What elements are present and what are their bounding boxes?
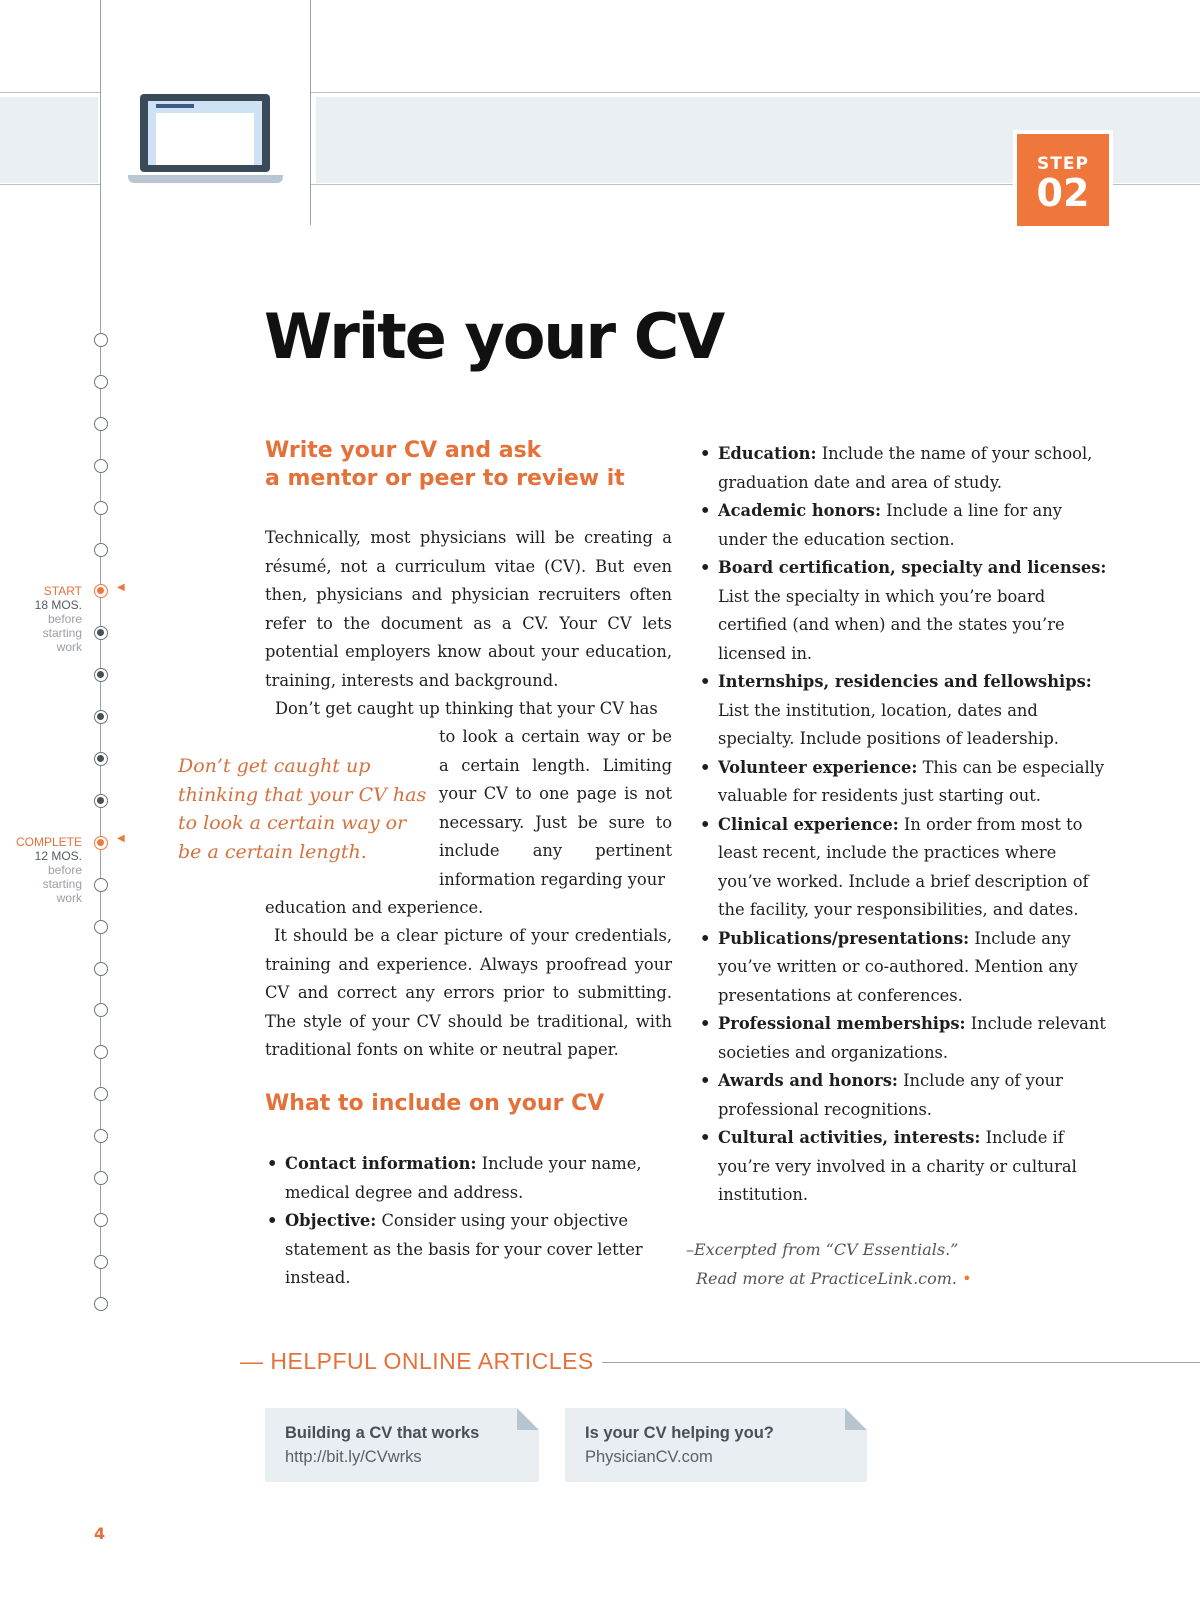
intro-paragraph-2-lead: Don’t get caught up thinking that your CV has <box>275 699 658 718</box>
timeline-dot <box>94 417 108 431</box>
timeline-dot <box>94 543 108 557</box>
header-divider <box>310 0 311 225</box>
timeline-dot <box>94 710 108 724</box>
complete-note-3: work <box>56 891 82 905</box>
include-list-right <box>698 440 1110 1210</box>
helpful-heading: — HELPFUL ONLINE ARTICLES <box>240 1348 602 1375</box>
timeline-dot <box>94 836 108 850</box>
timeline-start-label <box>0 584 82 654</box>
start-note-3: work <box>56 640 82 654</box>
step-label: STEP <box>1037 154 1089 174</box>
list-item: • Academic honors: Include a line for any under the education section. <box>698 497 1110 554</box>
timeline-dot <box>94 501 108 515</box>
include-heading: What to include on your CV <box>265 1091 605 1116</box>
list-item: • Board certification, specialty and licenses: List the specialty in which you’re board certified (and when) and the states you’re licensed in. <box>698 554 1110 668</box>
article-card-2[interactable] <box>565 1408 867 1482</box>
intro-heading <box>265 437 625 493</box>
header-line-top-left <box>0 92 100 93</box>
header-line-bottom-left <box>0 184 100 185</box>
list-item: • Objective: Consider using your objective statement as the basis for your cover letter instead. <box>265 1207 645 1293</box>
list-item: • Awards and honors: Include any of your professional recognitions. <box>698 1067 1110 1124</box>
intro-heading-line-1: Write your CV and ask <box>265 438 542 463</box>
complete-keyword: COMPLETE <box>15 835 82 849</box>
start-months: 18 MOS. <box>34 598 82 612</box>
intro-paragraph-1: Technically, most physicians will be creating a résumé, not a curriculum vitae (CV). But even then, physicians and physician recruiters often refer to the document as a CV. Your CV lets potential employers know about your education, training, interests and background. <box>265 528 672 690</box>
article-title: Building a CV that works <box>285 1424 480 1442</box>
timeline-dot <box>94 1255 108 1269</box>
step-number: 02 <box>1036 171 1090 215</box>
timeline-dot <box>94 459 108 473</box>
timeline-dot <box>94 1087 108 1101</box>
timeline-line <box>100 0 101 1305</box>
step-badge <box>1017 134 1109 226</box>
timeline-dot <box>94 1171 108 1185</box>
complete-note-2: starting <box>42 877 82 891</box>
article-card-1[interactable] <box>265 1408 539 1482</box>
page-number: 4 <box>94 1524 106 1543</box>
page-title: Write your CV <box>264 300 724 373</box>
article-link[interactable]: http://bit.ly/CVwrks <box>285 1448 422 1466</box>
timeline-dot <box>94 1045 108 1059</box>
timeline-dot <box>94 1003 108 1017</box>
timeline-dot <box>94 752 108 766</box>
intro-paragraph-2-tail: education and experience. <box>265 898 484 917</box>
list-item: • Internships, residencies and fellowships: List the institution, location, dates and specialty. Include positions of leadership. <box>698 668 1110 754</box>
list-item: • Publications/presentations: Include any you’ve written or co-authored. Mention any presentations at conferences. <box>698 925 1110 1011</box>
list-item: • Cultural activities, interests: Include if you’re very involved in a charity or cultural institution. <box>698 1124 1110 1210</box>
list-item: • Contact information: Include your name, medical degree and address. <box>265 1150 645 1207</box>
timeline-dot <box>94 1213 108 1227</box>
source-line-1: –Excerpted from “CV Essentials.” <box>686 1240 959 1259</box>
timeline-dot <box>94 333 108 347</box>
complete-months: 12 MOS. <box>34 849 82 863</box>
timeline-dot <box>94 962 108 976</box>
end-mark: • <box>962 1268 972 1288</box>
article-title: Is your CV helping you? <box>585 1424 774 1442</box>
intro-paragraph-3: It should be a clear picture of your credentials, training and experience. Always proofread your CV and correct any errors prior to submitting. The style of your CV should be traditional, with traditional fonts on white or neutral paper. <box>265 926 672 1059</box>
timeline-dot <box>94 375 108 389</box>
source-citation <box>686 1236 972 1293</box>
timeline-dot <box>94 668 108 682</box>
header-line-top-right <box>311 92 1200 93</box>
include-list-left <box>265 1150 645 1293</box>
timeline-dot <box>94 878 108 892</box>
timeline-dot <box>94 1129 108 1143</box>
pull-quote: Don’t get caught up thinking that your CV has to look a certain way or be a certain length. <box>178 755 427 863</box>
timeline-dot <box>94 920 108 934</box>
timeline-dot <box>94 626 108 640</box>
page-fold-icon <box>517 1408 539 1430</box>
timeline-dot <box>94 794 108 808</box>
source-line-2: Read more at PracticeLink.com. <box>696 1268 958 1288</box>
timeline-dot <box>94 1297 108 1311</box>
start-note-2: starting <box>42 626 82 640</box>
header-band-left <box>0 97 98 183</box>
page-fold-icon <box>845 1408 867 1430</box>
complete-note-1: before <box>47 863 82 877</box>
list-item: • Education: Include the name of your school, graduation date and area of study. <box>698 440 1110 497</box>
list-item: • Volunteer experience: This can be especially valuable for residents just starting out. <box>698 754 1110 811</box>
list-item: • Clinical experience: In order from most to least recent, include the practices where you’ve worked. Include a brief description of the facility, your responsibilities, and dates. <box>698 811 1110 925</box>
start-note-1: before <box>47 612 82 626</box>
timeline-dot <box>94 584 108 598</box>
list-item: • Professional memberships: Include relevant societies and organizations. <box>698 1010 1110 1067</box>
complete-marker-icon: ◀ <box>117 833 125 844</box>
intro-paragraph-2-narrow: to look a certain way or be a certain length. Limiting your CV to one page is not necessary. Just be sure to include any pertinent information regarding your <box>439 727 672 889</box>
start-keyword: START <box>43 584 82 598</box>
timeline-complete-label <box>0 835 82 905</box>
article-link[interactable]: PhysicianCV.com <box>585 1448 713 1466</box>
intro-heading-line-2: a mentor or peer to review it <box>265 466 625 491</box>
start-marker-icon: ◀ <box>117 582 125 593</box>
